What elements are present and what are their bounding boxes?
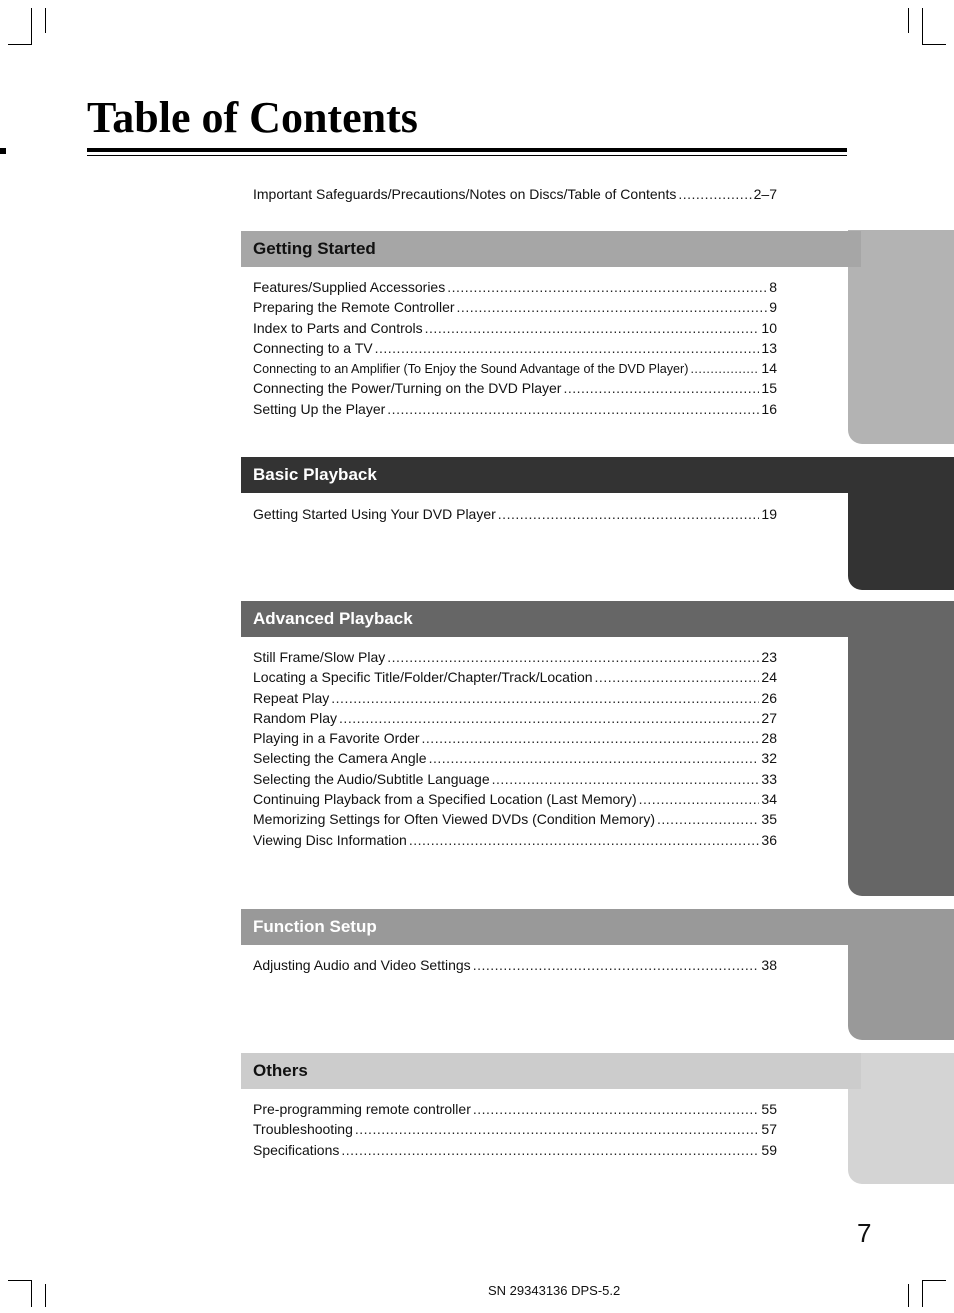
entry-page: 28 <box>761 730 777 747</box>
section-heading-advanced-playback: Advanced Playback <box>241 601 861 637</box>
crop-mark <box>908 1284 909 1307</box>
entry-label: Important Safeguards/Precautions/Notes on Discs/Table of Contents <box>253 186 677 202</box>
entry-page: 13 <box>761 339 777 356</box>
entry-page: 26 <box>761 689 777 706</box>
entry-label: Index to Parts and Controls <box>253 319 423 336</box>
title-rule <box>87 148 847 152</box>
crop-mark <box>31 8 32 45</box>
section-tab-function-setup[interactable] <box>848 909 954 1040</box>
entry-label: Selecting the Audio/Subtitle Language <box>253 770 490 787</box>
entry-page: 34 <box>761 791 777 808</box>
entry-page: 16 <box>761 400 777 417</box>
title-rule-thin <box>87 155 847 156</box>
entry-page: 27 <box>761 709 777 726</box>
crop-mark <box>8 1280 32 1281</box>
entry-page: 55 <box>761 1101 777 1117</box>
crop-mark <box>8 44 32 45</box>
crop-mark <box>922 1280 946 1281</box>
entry-label: Connecting to an Amplifier (To Enjoy the Sound Advantage of the DVD Player) <box>253 362 689 377</box>
section-tab-getting-started[interactable] <box>848 230 954 444</box>
entry-label: Getting Started Using Your DVD Player <box>253 506 496 522</box>
entry-page: 24 <box>761 669 777 686</box>
crop-mark <box>922 1280 923 1307</box>
entry-label: Pre-programming remote controller <box>253 1101 471 1117</box>
entry-label: Playing in a Favorite Order <box>253 730 420 747</box>
entry-page: 14 <box>761 360 777 377</box>
section-list-function-setup <box>253 955 777 975</box>
entry-label: Random Play <box>253 709 338 726</box>
entry-label: Specifications <box>253 1141 340 1158</box>
footer-code: SN 29343136 DPS-5.2 <box>488 1283 621 1298</box>
section-list-advanced-playback <box>253 647 777 850</box>
entry-page: 32 <box>761 750 777 767</box>
entry-label: Locating a Specific Title/Folder/Chapter/Track/Location <box>253 669 593 686</box>
entry-page: 35 <box>761 811 777 828</box>
entry-page: 8 <box>769 279 777 295</box>
crop-mark <box>31 1280 32 1307</box>
entry-page: 38 <box>761 957 777 973</box>
section-list-basic-playback <box>253 504 777 524</box>
section-list-getting-started <box>253 277 777 419</box>
intro-entry <box>253 184 777 204</box>
entry-label: Features/Supplied Accessories <box>253 279 446 295</box>
entry-label: Troubleshooting <box>253 1121 353 1138</box>
entry-label: Memorizing Settings for Often Viewed DVDs (Condition Memory) <box>253 811 656 828</box>
entry-label: Continuing Playback from a Specified Location (Last Memory) <box>253 791 637 808</box>
section-heading-getting-started: Getting Started <box>241 231 861 267</box>
entry-label: Viewing Disc Information <box>253 831 407 848</box>
section-heading-function-setup: Function Setup <box>241 909 861 945</box>
page-number: 7 <box>857 1218 872 1248</box>
section-heading-others: Others <box>241 1053 861 1089</box>
entry-page: 33 <box>761 770 777 787</box>
entry-page: 57 <box>761 1121 777 1138</box>
entry-page: 59 <box>761 1141 777 1158</box>
crop-mark <box>908 8 909 33</box>
entry-label: Adjusting Audio and Video Settings <box>253 957 471 973</box>
crop-mark <box>922 44 946 45</box>
entry-page: 19 <box>761 506 777 522</box>
entry-label: Repeat Play <box>253 689 330 706</box>
section-tab-advanced-playback[interactable] <box>848 601 954 896</box>
page-title: Table of Contents <box>87 93 418 142</box>
entry-page: 23 <box>761 649 777 665</box>
crop-mark <box>45 1284 46 1307</box>
entry-label: Connecting to a TV <box>253 339 373 356</box>
entry-label: Selecting the Camera Angle <box>253 750 427 767</box>
section-heading-basic-playback: Basic Playback <box>241 457 876 493</box>
entry-label: Connecting the Power/Turning on the DVD Player <box>253 380 562 397</box>
entry-page: 15 <box>761 380 777 397</box>
entry-page: 2–7 <box>753 186 777 202</box>
entry-page: 36 <box>761 831 777 848</box>
entry-label: Preparing the Remote Controller <box>253 299 455 316</box>
registration-marker <box>0 148 6 154</box>
crop-mark <box>922 8 923 45</box>
crop-mark <box>45 8 46 33</box>
entry-label: Still Frame/Slow Play <box>253 649 386 665</box>
entry-page: 9 <box>769 299 777 316</box>
entry-page: 10 <box>761 319 777 336</box>
entry-label: Setting Up the Player <box>253 400 386 417</box>
section-tab-others[interactable] <box>848 1053 954 1184</box>
section-list-others <box>253 1099 777 1160</box>
